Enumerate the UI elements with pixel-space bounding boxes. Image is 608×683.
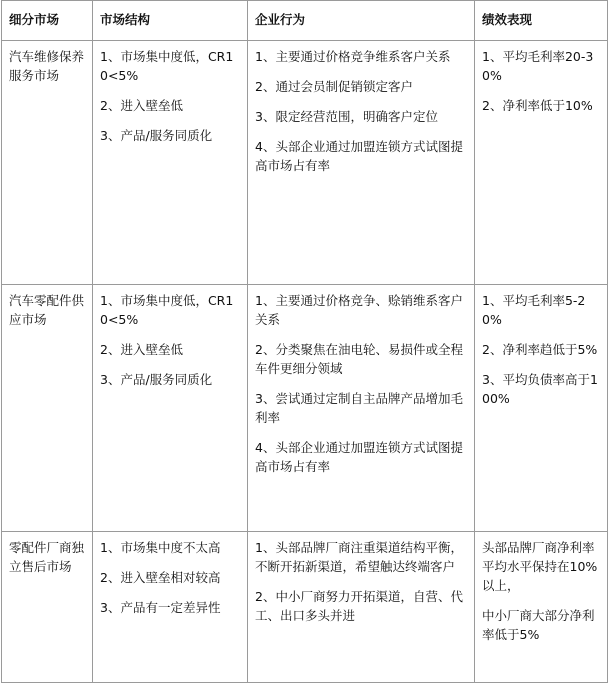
conduct-cell bbox=[248, 41, 475, 285]
structure-cell bbox=[93, 285, 248, 532]
performance-item: 头部品牌厂商净利率平均水平保持在10%以上， bbox=[482, 540, 598, 593]
structure-item: 1、市场集中度不太高 bbox=[100, 540, 221, 555]
segment-name: 汽车零配件供应市场 bbox=[9, 293, 85, 327]
structure-item: 2、进入壁垒低 bbox=[100, 342, 183, 357]
performance-cell bbox=[475, 285, 608, 532]
table-row bbox=[2, 41, 608, 285]
header-structure: 市场结构 bbox=[93, 1, 248, 41]
header-segment: 细分市场 bbox=[2, 1, 93, 41]
segment-cell bbox=[2, 41, 93, 285]
conduct-cell bbox=[248, 285, 475, 532]
structure-cell bbox=[93, 41, 248, 285]
table-header-row bbox=[2, 1, 608, 41]
conduct-item: 1、主要通过价格竞争维系客户关系 bbox=[255, 49, 451, 64]
performance-item: 1、平均毛利率20-30% bbox=[482, 49, 594, 83]
structure-item: 2、进入壁垒低 bbox=[100, 98, 183, 113]
structure-item: 1、市场集中度低，CR10<5% bbox=[100, 293, 234, 327]
performance-cell bbox=[475, 41, 608, 285]
conduct-item: 3、尝试通过定制自主品牌产品增加毛利率 bbox=[255, 391, 463, 425]
segment-name: 零配件厂商独立售后市场 bbox=[9, 540, 85, 574]
conduct-item: 1、主要通过价格竞争、赊销维系客户关系 bbox=[255, 293, 463, 327]
performance-item: 中小厂商大部分净利率低于5% bbox=[482, 608, 595, 642]
segment-cell bbox=[2, 285, 93, 532]
conduct-item: 1、头部品牌厂商注重渠道结构平衡，不断开拓新渠道，希望触达终端客户 bbox=[255, 540, 463, 574]
performance-item: 2、净利率趋低于5% bbox=[482, 342, 598, 357]
conduct-cell bbox=[248, 532, 475, 683]
table-row bbox=[2, 532, 608, 683]
structure-item: 1、市场集中度低，CR10<5% bbox=[100, 49, 234, 83]
performance-item: 2、净利率低于10% bbox=[482, 98, 593, 113]
table-row bbox=[2, 285, 608, 532]
segment-cell bbox=[2, 532, 93, 683]
structure-item: 2、进入壁垒相对较高 bbox=[100, 570, 221, 585]
conduct-item: 2、中小厂商努力开拓渠道，自营、代工、出口多头并进 bbox=[255, 589, 463, 623]
conduct-item: 3、限定经营范围，明确客户定位 bbox=[255, 109, 438, 124]
header-conduct: 企业行为 bbox=[248, 1, 475, 41]
header-performance: 绩效表现 bbox=[475, 1, 608, 41]
structure-item: 3、产品/服务同质化 bbox=[100, 128, 213, 143]
conduct-item: 4、头部企业通过加盟连锁方式试图提高市场占有率 bbox=[255, 440, 463, 474]
structure-item: 3、产品/服务同质化 bbox=[100, 372, 213, 387]
conduct-item: 2、通过会员制促销锁定客户 bbox=[255, 79, 413, 94]
structure-item: 3、产品有一定差异性 bbox=[100, 600, 221, 615]
performance-item: 1、平均毛利率5-20% bbox=[482, 293, 586, 327]
conduct-item: 4、头部企业通过加盟连锁方式试图提高市场占有率 bbox=[255, 139, 463, 173]
performance-item: 3、平均负债率高于100% bbox=[482, 372, 598, 406]
scp-analysis-table bbox=[1, 0, 608, 683]
structure-cell bbox=[93, 532, 248, 683]
conduct-item: 2、分类聚焦在油电轮、易损件或全程车件更细分领域 bbox=[255, 342, 463, 376]
segment-name: 汽车维修保养服务市场 bbox=[9, 49, 85, 83]
performance-cell bbox=[475, 532, 608, 683]
